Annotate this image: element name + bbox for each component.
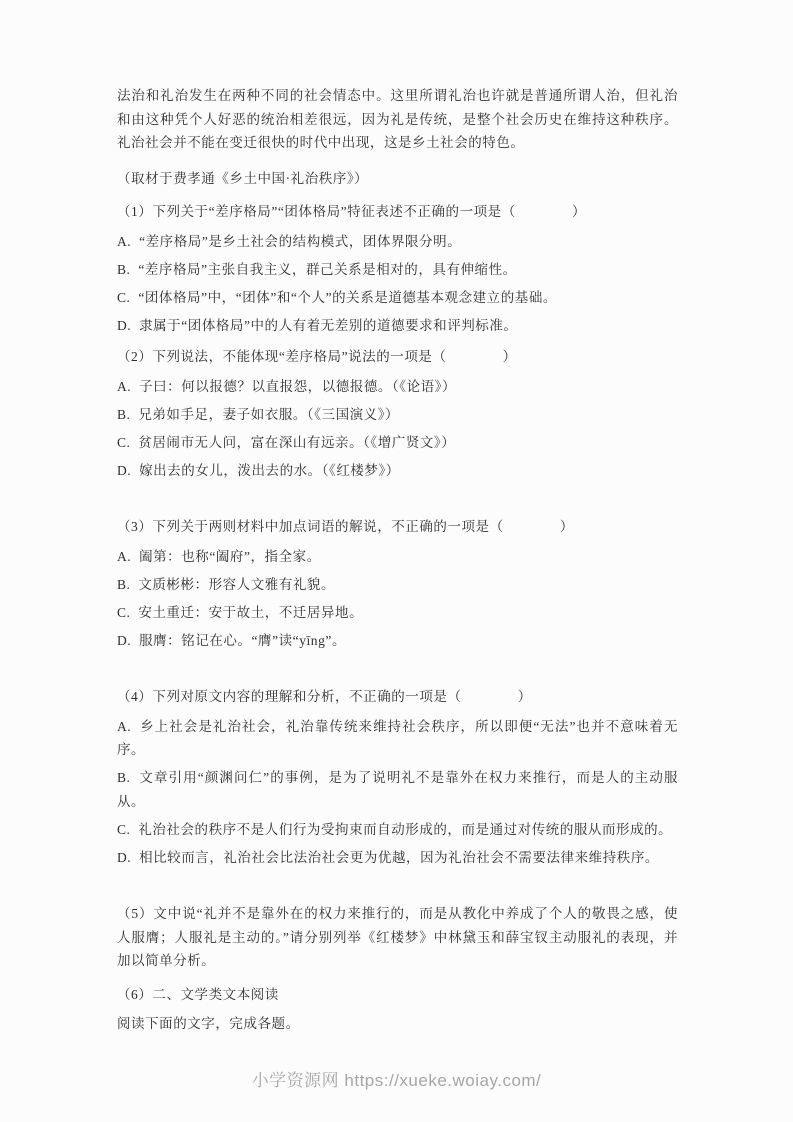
question-4-option-a: A. 乡上社会是礼治社会，礼治靠传统来维持社会秩序，所以即便“无法”也并不意味着无序。 <box>117 718 678 757</box>
question-4-option-c: C. 礼治社会的秩序不是人们行为受拘束而自动形成的，而是通过对传统的服从而形成的。 <box>117 821 673 837</box>
question-4-stem: （4）下列对原文内容的理解和分析，不正确的一项是（ ） <box>117 689 532 704</box>
question-4-option-d: D. 相比较而言，礼治社会比法治社会更为优越，因为礼治社会不需要法律来维持秩序。 <box>117 849 659 865</box>
question-1 <box>117 200 678 337</box>
reading-instruction: 阅读下面的文字，完成各题。 <box>117 1016 300 1031</box>
question-1-stem: （1）下列关于“差序格局”“团体格局”特征表述不正确的一项是（ ） <box>117 204 587 219</box>
source-attribution: （取材于费孝通《乡土中国·礼治秩序》） <box>117 170 369 186</box>
question-2-option-a: A. 子曰：何以报德？以直报怨，以德报德。（《论语》） <box>117 378 457 394</box>
question-3-option-c: C. 安土重迁：安于故土，不迁居异地。 <box>117 604 364 620</box>
question-2-option-b: B. 兄弟如手足，妻子如衣服。（《三国演义》） <box>117 406 400 422</box>
question-1-option-d: D. 隶属于“团体格局”中的人有着无差别的道德要求和评判标准。 <box>117 317 518 333</box>
question-1-option-b: B. “差序格局”主张自我主义，群己关系是相对的，具有伸缩性。 <box>117 261 517 277</box>
question-3-option-d: D. 服膺：铭记在心。“膺”读“yīng”。 <box>117 632 346 648</box>
question-1-option-a: A. “差序格局”是乡土社会的结构模式，团体界限分明。 <box>117 233 462 249</box>
question-4 <box>117 685 678 869</box>
question-5-stem: （5）文中说“礼并不是靠外在的权力来推行的，而是从教化中养成了个人的敬畏之感，使人服膺；人服礼是主动的。”请分别列举《红楼梦》中林黛玉和薛宝钗主动服礼的表现，并加以简单分析。 <box>117 906 678 968</box>
question-2-option-c: C. 贫居闹市无人问，富在深山有远亲。（《增广贤文》） <box>117 434 456 450</box>
question-2 <box>117 345 678 482</box>
exam-document <box>117 84 678 1036</box>
intro-paragraph: 法治和礼治发生在两种不同的社会情态中。这里所谓礼治也许就是普通所谓人治，但礼治和由这种凭个人好恶的统治相差很远，因为礼是传统，是整个社会历史在维持这种秩序。礼治社会并不能在变迁很快的时代中出现，这是乡土社会的特色。 <box>117 88 678 150</box>
question-2-option-d: D. 嫁出去的女儿，泼出去的水。（《红楼梦》） <box>117 462 400 478</box>
question-3 <box>117 515 678 652</box>
question-3-option-a: A. 阖第：也称“阖府”，指全家。 <box>117 548 321 564</box>
page-footer <box>0 1066 793 1091</box>
section-6-heading: （6）二、文学类文本阅读 <box>117 986 279 1002</box>
question-2-stem: （2）下列说法，不能体现“差序格局”说法的一项是（ ） <box>117 349 517 364</box>
question-3-option-b: B. 文质彬彬：形容人文雅有礼貌。 <box>117 576 336 592</box>
question-4-option-b: B. 文章引用“颜渊问仁”的事例，是为了说明礼不是靠外在权力来推行，而是人的主动服从。 <box>117 770 678 809</box>
question-1-option-c: C. “团体格局”中，“团体”和“个人”的关系是道德基本观念建立的基础。 <box>117 289 557 305</box>
question-3-stem: （3）下列关于两则材料中加点词语的解说，不正确的一项是（ ） <box>117 519 574 534</box>
watermark-text: 小学资源网 https://xueke.woiay.com/ <box>251 1071 542 1090</box>
